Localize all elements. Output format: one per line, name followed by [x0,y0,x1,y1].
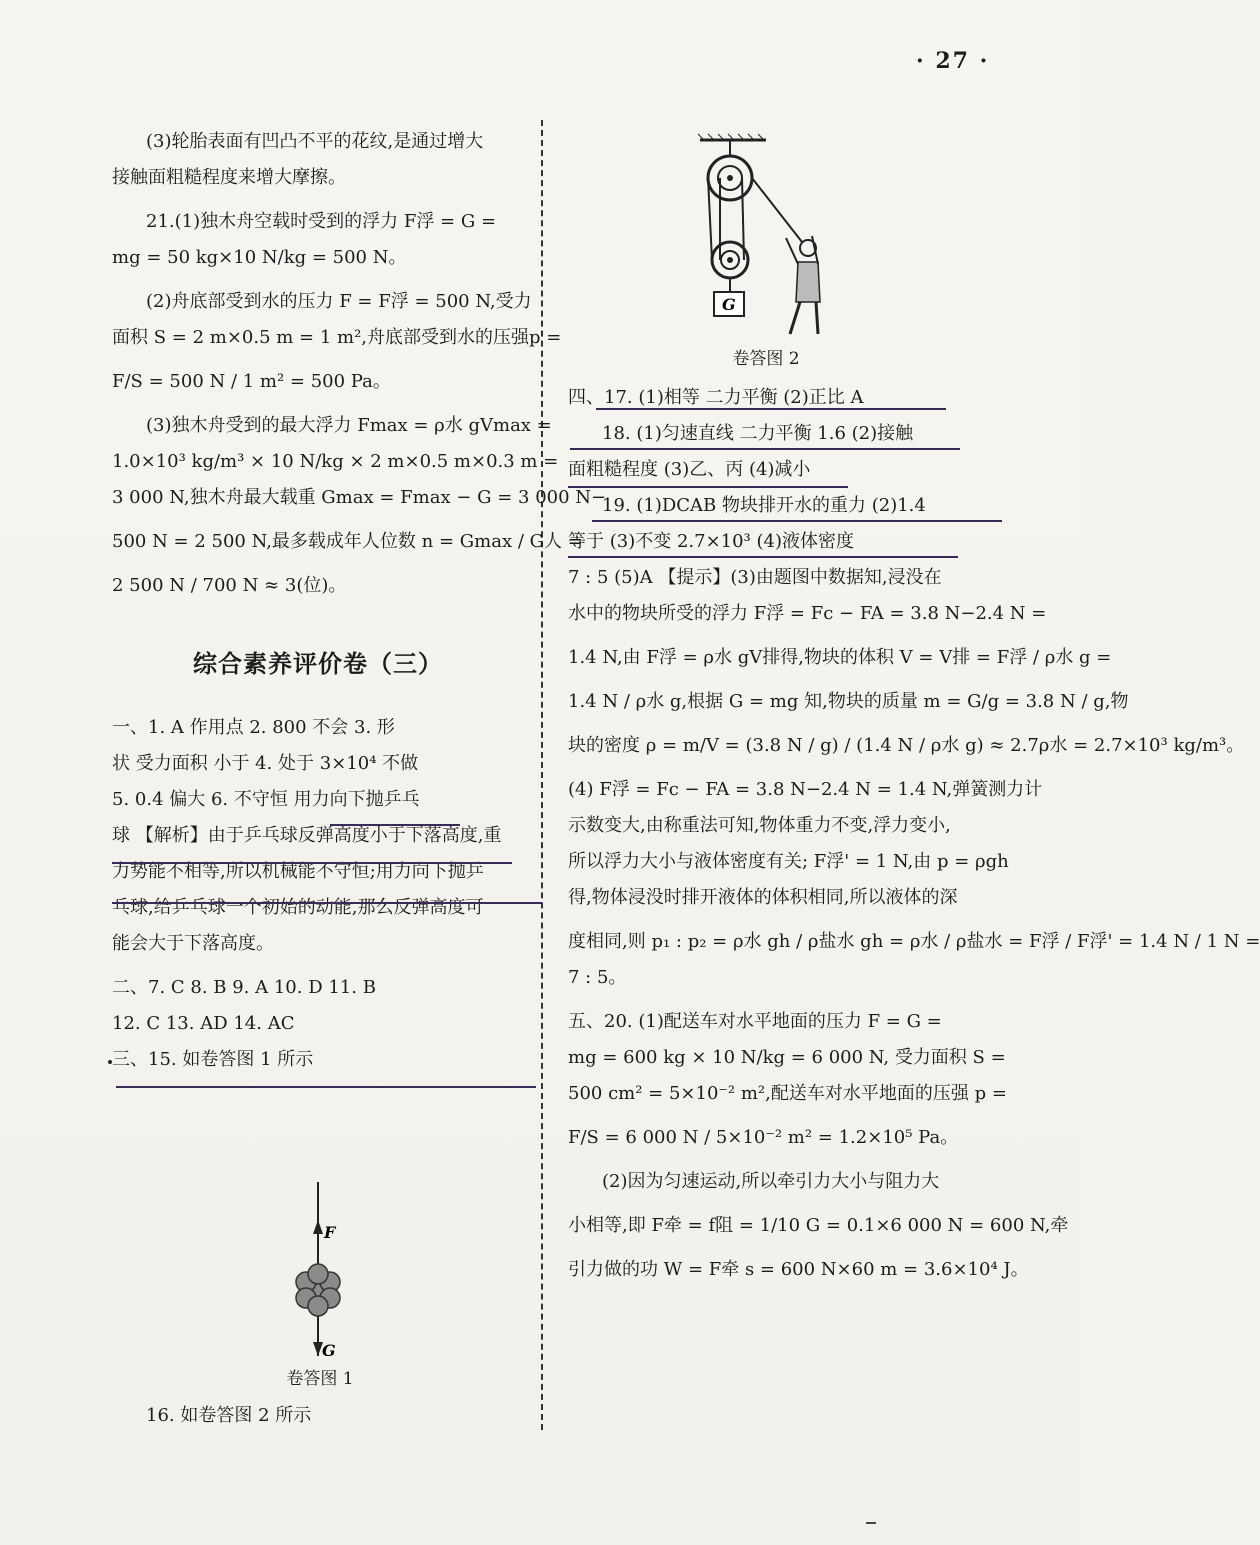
page-number: · 27 · [916,48,990,74]
text-line: 3 000 N,独木舟最大载重 Gmax = Fmax − G = 3 000 N− [112,487,607,508]
text-line: 二、7. C 8. B 9. A 10. D 11. B [112,977,376,998]
pulley-system-icon [686,134,846,344]
text-line: F/S = 500 N / 1 m² = 500 Pa。 [112,371,391,392]
column-divider [541,120,543,1430]
pen-underline [112,902,542,904]
text-line: 5. 0.4 偏大 6. 不守恒 用力向下抛乒乓 [112,789,420,810]
text-line: (2)舟底部受到水的压力 F = F浮 = 500 N,受力 [146,291,532,312]
section-title: 综合素养评价卷（三） [193,650,443,678]
text-line: 接触面粗糙程度来增大摩擦。 [112,167,346,188]
text-line: 得,物体浸没时排开液体的体积相同,所以液体的深 [568,887,958,908]
text-line: 球 【解析】由于乒乓球反弹高度小于下落高度,重 [112,825,502,846]
text-line: 力势能不相等,所以机械能不守恒;用力向下抛乒 [112,861,484,882]
text-line: 面积 S = 2 m×0.5 m = 1 m²,舟底部受到水的压强p = [112,327,562,348]
text-line: 能会大于下落高度。 [112,933,274,954]
text-line: 7 : 5。 [568,967,627,988]
pen-dot [108,1060,112,1064]
text-line: (3)轮胎表面有凹凸不平的花纹,是通过增大 [146,131,484,152]
text-line: 块的密度 ρ = m/V = (3.8 N / g) / (1.4 N / ρ水 g) ≈ 2.7ρ水 = 2.7×10³ kg/m³。 [568,735,1245,756]
text-line: (4) F浮 = Fc − FA = 3.8 N−2.4 N = 1.4 N,弹簧测力计 [568,779,1043,800]
figure-2-caption: 卷答图 2 [732,349,800,369]
text-line: 16. 如卷答图 2 所示 [146,1405,312,1426]
text-line: 状 受力面积 小于 4. 处于 3×10⁴ 不做 [112,753,419,774]
text-line: 1.0×10³ kg/m³ × 10 N/kg × 2 m×0.5 m×0.3 m = [112,451,559,472]
pen-underline [112,862,512,864]
text-line: F/S = 6 000 N / 5×10⁻² m² = 1.2×10⁵ Pa。 [568,1127,959,1148]
text-line: 1.4 N / ρ水 g,根据 G = mg 知,物块的质量 m = G/g = 3.8 N / g,物 [568,691,1129,712]
force-label-f: F [324,1223,336,1242]
pen-underline [330,824,460,826]
right-column [568,380,1260,1288]
text-line: 12. C 13. AD 14. AC [112,1013,295,1034]
text-line: 一、1. A 作用点 2. 800 不会 3. 形 [112,717,395,738]
weight-label-g: G [722,295,736,314]
scan-mark [866,1522,876,1524]
text-line: 7 : 5 (5)A 【提示】(3)由题图中数据知,浸没在 [568,567,942,588]
text-line: 小相等,即 F牵 = f阻 = 1/10 G = 0.1×6 000 N = 600 N,牵 [568,1215,1069,1236]
text-line: 示数变大,由称重法可知,物体重力不变,浮力变小, [568,815,951,836]
text-line: 五、20. (1)配送车对水平地面的压力 F = G = [568,1011,942,1032]
text-line: (2)因为匀速运动,所以牵引力大小与阻力大 [602,1171,940,1192]
text-line: 乓球,给乒乓球一个初始的动能,那么反弹高度可 [112,897,484,918]
text-line: 四、17. (1)相等 二力平衡 (2)正比 A [568,387,864,408]
text-line: 三、15. 如卷答图 1 所示 [112,1049,314,1070]
text-line: mg = 50 kg×10 N/kg = 500 N。 [112,247,407,268]
pen-underline [596,408,946,410]
text-line: 引力做的功 W = F牵 s = 600 N×60 m = 3.6×10⁴ J。 [568,1259,1029,1280]
text-line: mg = 600 kg × 10 N/kg = 6 000 N, 受力面积 S = [568,1047,1006,1068]
force-diagram-icon [270,1180,370,1370]
text-line: 水中的物块所受的浮力 F浮 = Fc − FA = 3.8 N−2.4 N = [568,603,1047,624]
pen-underline [568,556,958,558]
text-line: 18. (1)匀速直线 二力平衡 1.6 (2)接触 [602,423,914,444]
text-line: 21.(1)独木舟空载时受到的浮力 F浮 = G = [146,211,497,232]
text-line: 19. (1)DCAB 物块排开水的重力 (2)1.4 [602,495,926,516]
text-line: 2 500 N / 700 N ≈ 3(位)。 [112,575,347,596]
text-line: 度相同,则 p₁ : p₂ = ρ水 gh / ρ盐水 gh = ρ水 / ρ盐水 = F浮 / F浮' = 1.4 N / 1 N = [568,931,1260,952]
figure-2 [686,134,846,344]
text-line: 500 N = 2 500 N,最多载成年人位数 n = Gmax / G人 = [112,531,583,552]
pen-underline [592,520,1002,522]
text-line: 1.4 N,由 F浮 = ρ水 gV排得,物块的体积 V = V排 = F浮 / ρ水 g = [568,647,1112,668]
figure-1-caption: 卷答图 1 [286,1369,354,1389]
figure-1 [270,1180,370,1370]
text-line: 500 cm² = 5×10⁻² m²,配送车对水平地面的压强 p = [568,1083,1007,1104]
left-last-line-container [146,1398,526,1434]
pen-underline [570,448,960,450]
pen-underline [116,1086,536,1088]
text-line: 等于 (3)不变 2.7×10³ (4)液体密度 [568,531,854,552]
pen-underline [568,486,848,488]
text-line: 面粗糙程度 (3)乙、丙 (4)减小 [568,459,811,480]
text-line: 所以浮力大小与液体密度有关; F浮' = 1 N,由 p = ρgh [568,851,1009,872]
text-line: (3)独木舟受到的最大浮力 Fmax = ρ水 gVmax = [146,415,552,436]
force-label-g: G [322,1341,336,1360]
